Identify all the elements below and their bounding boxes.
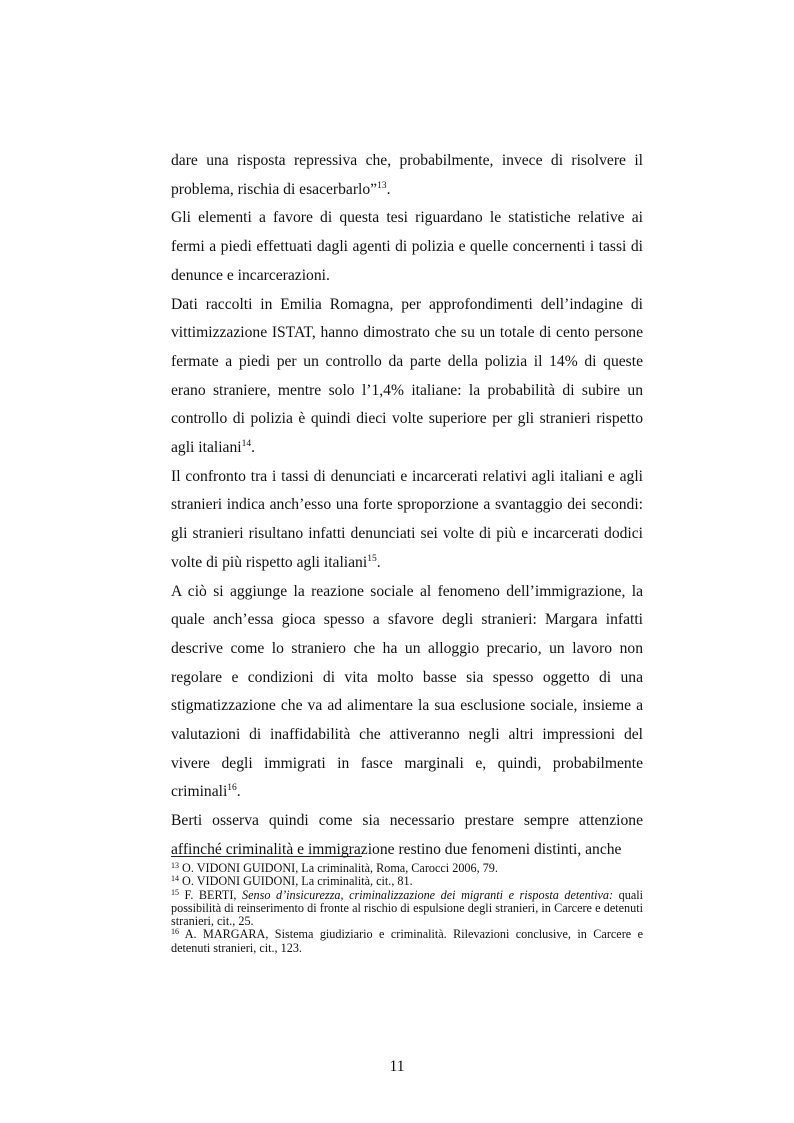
paragraph-6: Berti osserva quindi come sia necessario prestare sempre attenzione affinché criminalità e immigrazione restino due fenomeni distinti, anche [171,812,643,858]
paragraph-4: Il confronto tra i tassi di denunciati e incarcerati relativi agli italiani e agli stranieri indica anch’esso una forte sproporzione a svantaggio dei secondi: gli stranieri risultano infatti denunciati sei volte di più e incarcerati dodici volte di più rispetto agli italiani$^{15}$. [171,467,643,571]
paragraph-2: Gli elementi a favore di questa tesi riguardano le statistiche relative ai fermi a piedi effettuati dagli agenti di polizia e quelle concernenti i tassi di denunce e incarcerazioni. [171,209,643,284]
footnote-13: $^{13}$ O. VIDONI GUIDONI, La criminalità, Roma, Carocci 2006, 79. [171,861,498,875]
footnotes [171,862,643,955]
footnote-15: $^{15}$ F. BERTI, Senso d’insicurezza, criminalizzazione dei migranti e risposta detentiva: quali possibilità di reinserimento di fronte al rischio di espulsione degli stranieri, in Carcere e detenuti stranieri, cit., 25. [171,887,644,929]
footnote-15-title: Senso d’insicurezza, criminalizzazione dei migranti e risposta detentiva: [242,887,614,902]
body-text [171,147,643,865]
paragraph-5: A ciò si aggiunge la reazione sociale al fenomeno dell’immigrazione, la quale anch’essa gioca spesso a sfavore degli stranieri: Margara infatti descrive come lo straniero che ha un alloggio precario, un lavoro non regolare e condizioni di vita molto basse sia spesso oggetto di una stigmatizzazione che va ad alimentare la sua esclusione sociale, insieme a valutazioni di inaffidabilità che attiveranno negli altri impressioni del vivere degli immigrati in fasce marginali e, quindi, probabilmente criminali$^{16}$. [171,582,643,801]
footnote-16: $^{16}$ A. MARGARA, Sistema giudiziario e criminalità. Rilevazioni conclusive, in Carcere e detenuti stranieri, cit., 123. [171,927,643,955]
footnote-ref-16[interactable]: 16 [227,783,237,794]
footnote-ref-15[interactable]: 15 [367,553,377,564]
page-number: 11 [389,1058,405,1075]
footnote-ref-14[interactable]: 14 [241,439,252,450]
footnote-separator [171,856,362,857]
paragraph-1: dare una risposta repressiva che, probabilmente, invece di risolvere il problema, rischia di esacerbarlo”$^{13}$. [171,152,643,198]
footnote-ref-13[interactable]: 13 [377,180,387,191]
paragraph-3: Dati raccolti in Emilia Romagna, per approfondimenti dell’indagine di vittimizzazione ISTAT, hanno dimostrato che su un totale di cento persone fermate a piedi per un controllo da parte della polizia il 14% di queste erano straniere, mentre solo l’1,4% italiane: la probabilità di subire un controllo di polizia è quindi dieci volte superiore per gli stranieri rispetto agli italiani$^{14}$. [171,295,643,457]
footnote-14: $^{14}$ O. VIDONI GUIDONI, La criminalità, cit., 81. [171,874,413,889]
